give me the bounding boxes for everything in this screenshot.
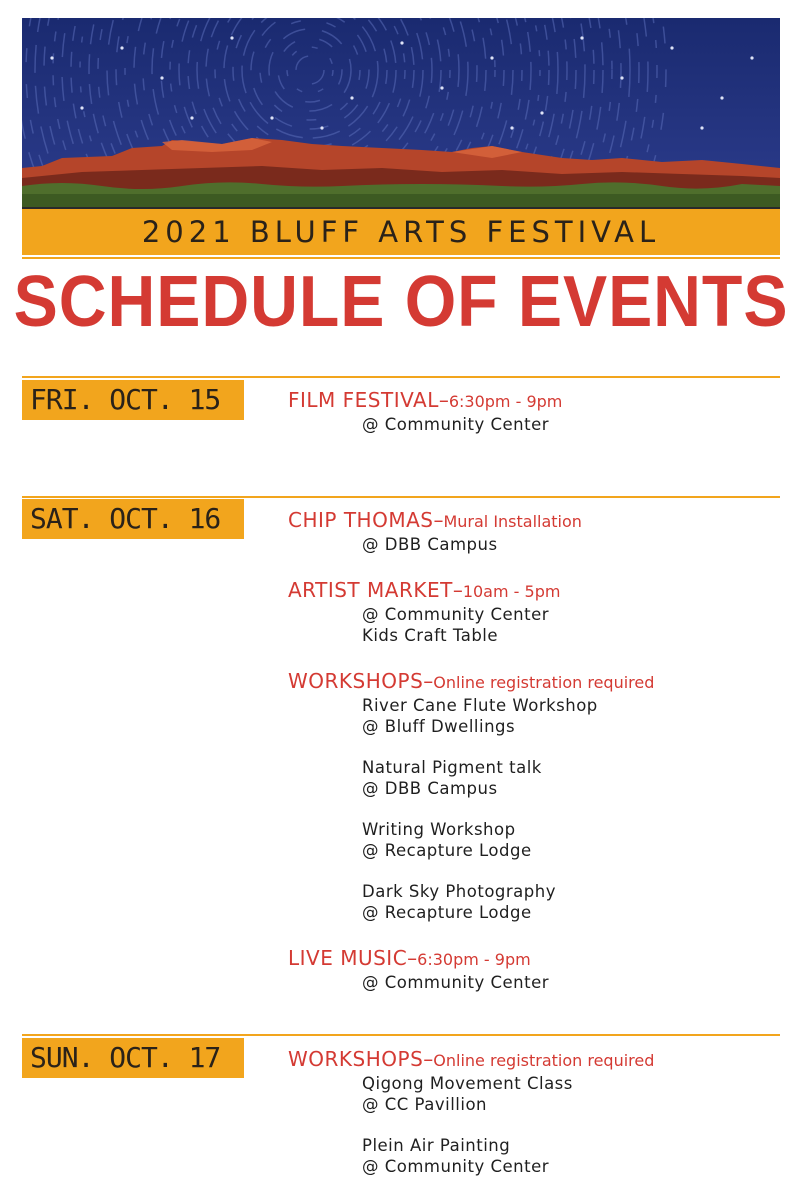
event-name: LIVE MUSIC xyxy=(288,946,408,970)
star xyxy=(400,41,403,44)
event-chip-thomas: CHIP THOMAS–Mural Installation @ DBB Campus xyxy=(288,508,768,555)
star xyxy=(580,36,583,39)
banner-illustration xyxy=(22,18,780,208)
event-name: ARTIST MARKET xyxy=(288,578,453,602)
event-workshops-sat: WORKSHOPS–Online registration required River Cane Flute Workshop @ Bluff Dwellings Natural Pigment talk @ DBB Campus Writing Workshop @ Recapture Lodge Dark Sky Photography @ Recapture Lodge xyxy=(288,669,768,923)
star xyxy=(700,126,703,129)
star xyxy=(50,56,53,59)
schedule-title-container xyxy=(13,262,789,342)
star xyxy=(670,46,673,49)
star xyxy=(720,96,723,99)
event-line: @ Recapture Lodge xyxy=(362,903,532,922)
event-line: Dark Sky Photography xyxy=(362,882,556,901)
festival-title: 2021 BLUFF ARTS FESTIVAL xyxy=(141,215,661,249)
event-detail: 6:30pm - 9pm xyxy=(448,392,563,411)
event-artist-market: ARTIST MARKET–10am - 5pm @ Community Center Kids Craft Table xyxy=(288,578,768,646)
event-line: @ Community Center xyxy=(362,973,550,992)
star xyxy=(120,46,123,49)
star xyxy=(230,36,233,39)
event-detail: 10am - 5pm xyxy=(462,582,561,601)
star xyxy=(750,56,753,59)
festival-title-bar xyxy=(22,207,780,255)
star xyxy=(320,126,323,129)
day-divider xyxy=(22,1034,780,1036)
event-line: Kids Craft Table xyxy=(362,626,499,645)
event-line: @ DBB Campus xyxy=(362,535,498,554)
event-name: FILM FESTIVAL xyxy=(288,388,439,412)
event-line: Plein Air Painting xyxy=(362,1136,511,1155)
event-detail: 6:30pm - 9pm xyxy=(417,950,531,969)
event-line: @ DBB Campus xyxy=(362,779,498,798)
star xyxy=(620,76,623,79)
event-film-festival: FILM FESTIVAL–6:30pm - 9pm @ Community Center xyxy=(288,388,768,435)
event-workshops-sun: WORKSHOPS–Online registration required Qigong Movement Class @ CC Pavillion Plein Air Painting @ Community Center xyxy=(288,1047,768,1177)
event-line: @ Community Center xyxy=(362,415,550,434)
event-line: Writing Workshop xyxy=(362,820,516,839)
star xyxy=(190,116,193,119)
star xyxy=(270,116,273,119)
star xyxy=(80,106,83,109)
event-name: CHIP THOMAS xyxy=(288,508,434,532)
day-divider xyxy=(22,496,780,498)
title-divider xyxy=(22,257,780,259)
event-line: Qigong Movement Class xyxy=(362,1074,573,1093)
day-label-fri: FRI. OCT. 15 xyxy=(22,380,244,420)
event-line: @ Community Center xyxy=(362,1157,550,1176)
event-line: @ Bluff Dwellings xyxy=(362,717,516,736)
event-line: @ Community Center xyxy=(362,605,550,624)
event-detail: Mural Installation xyxy=(443,512,582,531)
day-label-sun: SUN. OCT. 17 xyxy=(22,1038,244,1078)
star xyxy=(160,76,163,79)
star xyxy=(540,111,543,114)
star xyxy=(510,126,513,129)
star xyxy=(440,86,443,89)
event-name: WORKSHOPS xyxy=(288,669,424,693)
star xyxy=(350,96,353,99)
night-sky-landscape-image xyxy=(22,18,780,208)
event-line: Natural Pigment talk xyxy=(362,758,542,777)
star xyxy=(490,56,493,59)
event-line: River Cane Flute Workshop xyxy=(362,696,598,715)
event-detail: Online registration required xyxy=(433,1051,655,1070)
event-name: WORKSHOPS xyxy=(288,1047,424,1071)
event-live-music: LIVE MUSIC–6:30pm - 9pm @ Community Center xyxy=(288,946,768,993)
day-label-sat: SAT. OCT. 16 xyxy=(22,499,244,539)
event-line: @ Recapture Lodge xyxy=(362,841,532,860)
day-divider xyxy=(22,376,780,378)
event-detail: Online registration required xyxy=(433,673,655,692)
event-line: @ CC Pavillion xyxy=(362,1095,488,1114)
schedule-title: SCHEDULE OF EVENTS xyxy=(13,262,789,342)
